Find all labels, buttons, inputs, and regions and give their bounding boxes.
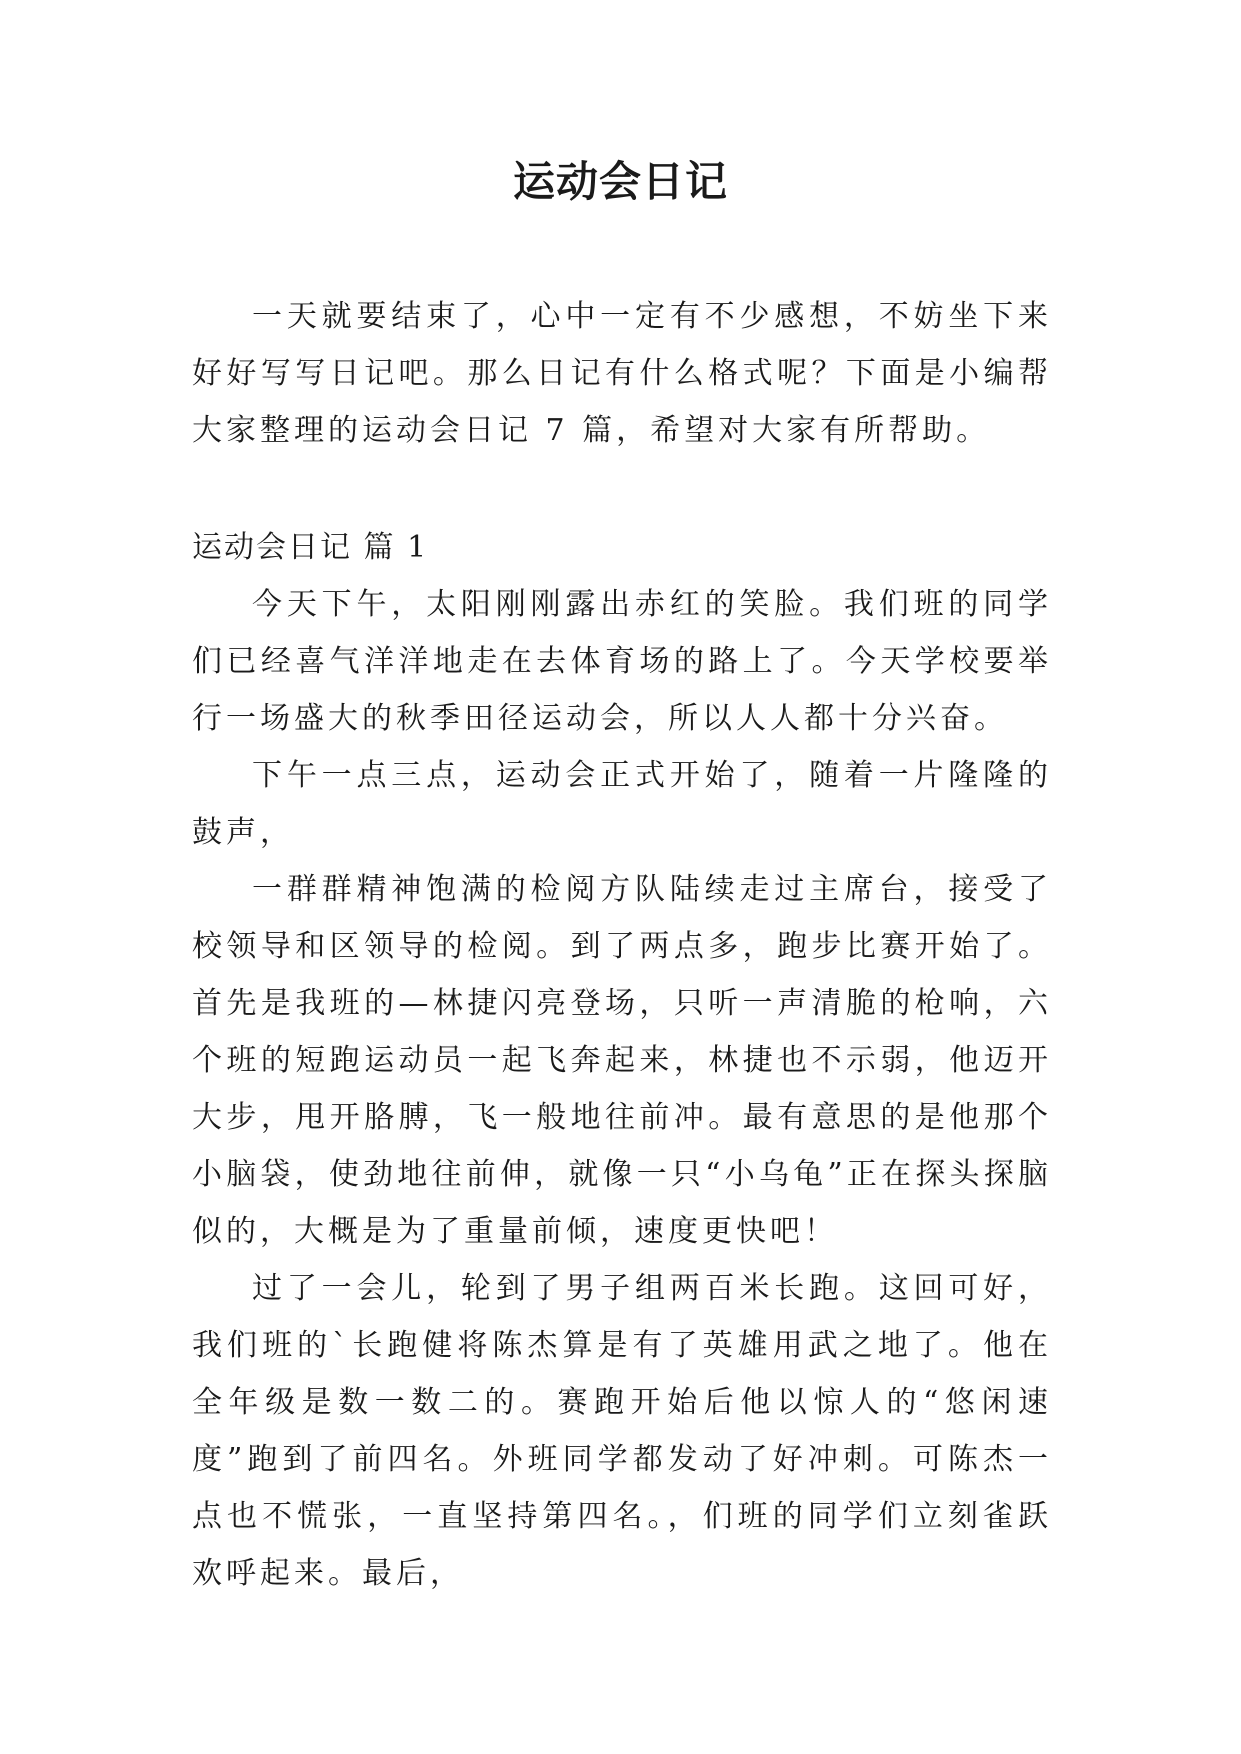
diary-entry-1 xyxy=(192,519,1052,1602)
paragraph-2: 下午一点三点，运动会正式开始了，随着一片隆隆的鼓声， xyxy=(192,758,1052,850)
intro-paragraph: 一天就要结束了，心中一定有不少感想，不妨坐下来好好写写日记吧。那么日记有什么格式呢？下面是小编帮大家整理的运动会日记 7 篇，希望对大家有所帮助。 xyxy=(192,299,1052,448)
intro-block xyxy=(192,288,1052,459)
paragraph-4: 过了一会儿，轮到了男子组两百米长跑。这回可好，我们班的`长跑健将陈杰算是有了英雄用武之地了。他在全年级是数一数二的。赛跑开始后他以惊人的“悠闲速度”跑到了前四名。外班同学都发动了好冲刺。可陈杰一点也不慌张，一直坚持第四名。，们班的同学们立刻雀跃欢呼起来。最后， xyxy=(192,1271,1052,1591)
section-heading: 运动会日记 篇 1 xyxy=(192,530,429,565)
document-title: 运动会日记 xyxy=(512,157,728,206)
paragraph-1: 今天下午，太阳刚刚露出赤红的笑脸。我们班的同学们已经喜气洋洋地走在去体育场的路上了。今天学校要举行一场盛大的秋季田径运动会，所以人人都十分兴奋。 xyxy=(192,587,1052,736)
paragraph-3: 一群群精神饱满的检阅方队陆续走过主席台，接受了校领导和区领导的检阅。到了两点多，跑步比赛开始了。首先是我班的—林捷闪亮登场，只听一声清脆的枪响，六个班的短跑运动员一起飞奔起来，林捷也不示弱，他迈开大步，甩开胳膊，飞一般地往前冲。最有意思的是他那个小脑袋，使劲地往前伸，就像一只“小乌龟”正在探头探脑似的，大概是为了重量前倾，速度更快吧！ xyxy=(192,872,1052,1249)
